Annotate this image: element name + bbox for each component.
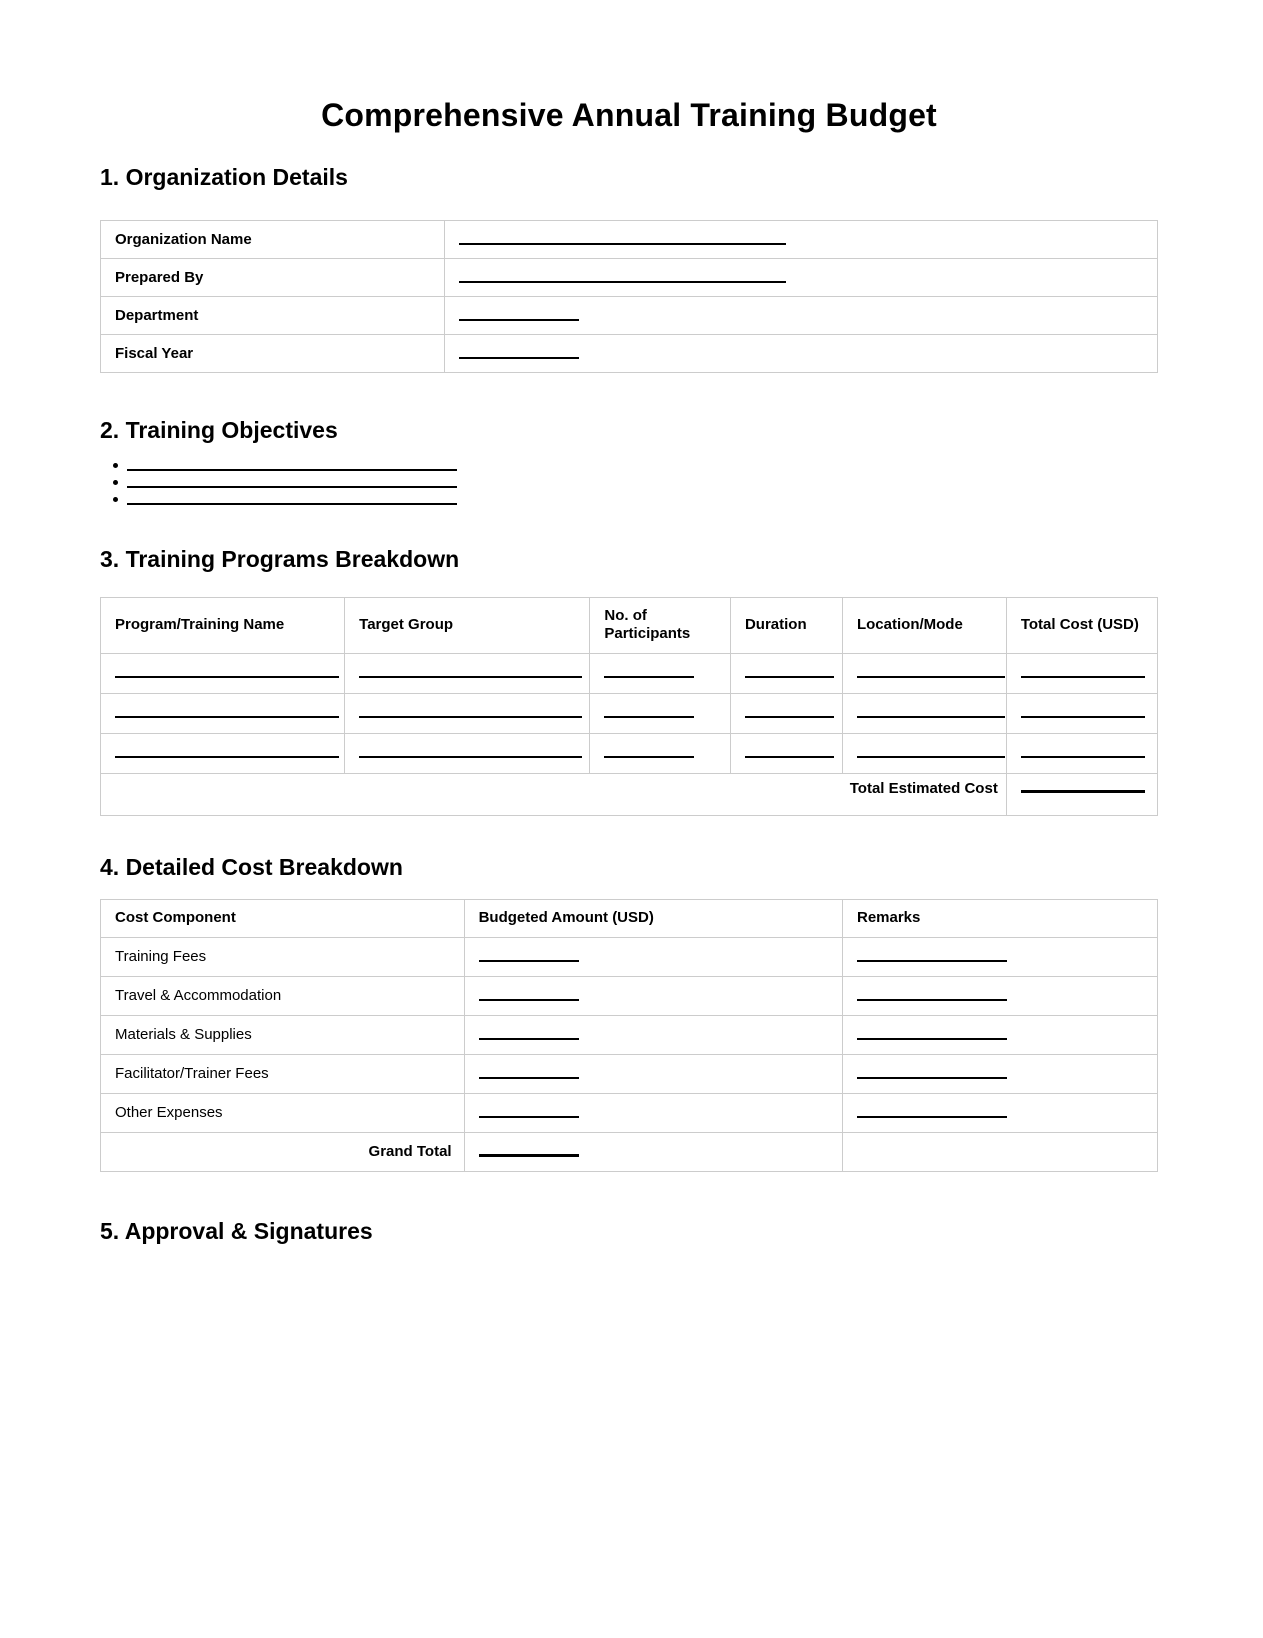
table-row (101, 1054, 1158, 1093)
participants-fill-line[interactable] (604, 716, 694, 718)
duration-fill-line[interactable] (745, 676, 834, 678)
table-row (101, 335, 1158, 373)
target-group-cell (345, 693, 590, 733)
grand-total-label: Grand Total (101, 1132, 465, 1171)
budgeted-amount-fill-line[interactable] (479, 1077, 579, 1079)
department-cell (444, 297, 1157, 335)
budgeted-amount-cell (464, 937, 842, 976)
fiscal-year-label: Fiscal Year (101, 335, 445, 373)
program-name-cell (101, 693, 345, 733)
remarks-fill-line[interactable] (857, 960, 1007, 962)
budgeted-amount-fill-line[interactable] (479, 1038, 579, 1040)
section-heading-approval-signatures: 5. Approval & Signatures (100, 1217, 373, 1244)
table-row (101, 937, 1158, 976)
cost-component-travel-accommodation: Travel & Accommodation (101, 976, 465, 1015)
column-header-remarks: Remarks (842, 899, 1157, 937)
duration-cell (730, 733, 842, 773)
remarks-fill-line[interactable] (857, 1077, 1007, 1079)
participants-cell (590, 693, 731, 733)
remarks-cell (842, 976, 1157, 1015)
section-heading-detailed-cost-breakdown: 4. Detailed Cost Breakdown (100, 853, 403, 880)
column-header-participants: No. of Participants (590, 597, 731, 653)
objective-fill-line[interactable] (127, 486, 457, 488)
total-estimated-cost-fill-line[interactable] (1021, 790, 1145, 793)
target-group-cell (345, 653, 590, 693)
column-header-budgeted-amount: Budgeted Amount (USD) (464, 899, 842, 937)
organization-name-cell (444, 221, 1157, 259)
list-item (100, 454, 1158, 471)
table-row (101, 297, 1158, 335)
section-heading-training-objectives: 2. Training Objectives (100, 417, 338, 444)
program-name-fill-line[interactable] (115, 716, 339, 718)
remarks-fill-line[interactable] (857, 1038, 1007, 1040)
objective-fill-line[interactable] (127, 469, 457, 471)
total-cost-cell (1006, 693, 1157, 733)
location-mode-cell (842, 693, 1006, 733)
table-row (101, 221, 1158, 259)
duration-fill-line[interactable] (745, 756, 834, 758)
participants-cell (590, 733, 731, 773)
training-programs-table (100, 597, 1158, 816)
total-cost-cell (1006, 733, 1157, 773)
fiscal-year-cell (444, 335, 1157, 373)
table-header-row (101, 597, 1158, 653)
list-item (100, 471, 1158, 488)
budgeted-amount-fill-line[interactable] (479, 960, 579, 962)
remarks-cell (842, 1093, 1157, 1132)
prepared-by-cell (444, 259, 1157, 297)
table-row (101, 259, 1158, 297)
document-title: Comprehensive Annual Training Budget (321, 97, 937, 133)
prepared-by-label: Prepared By (101, 259, 445, 297)
location-mode-fill-line[interactable] (857, 756, 1005, 758)
section-heading-training-programs-breakdown: 3. Training Programs Breakdown (100, 546, 460, 573)
participants-fill-line[interactable] (604, 676, 694, 678)
column-header-cost-component: Cost Component (101, 899, 465, 937)
target-group-fill-line[interactable] (359, 756, 582, 758)
location-mode-cell (842, 653, 1006, 693)
fiscal-year-fill-line[interactable] (459, 357, 579, 359)
target-group-cell (345, 733, 590, 773)
remarks-cell (842, 1054, 1157, 1093)
grand-total-cell (464, 1132, 842, 1171)
department-fill-line[interactable] (459, 319, 579, 321)
duration-cell (730, 693, 842, 733)
target-group-fill-line[interactable] (359, 676, 582, 678)
column-header-total-cost: Total Cost (USD) (1006, 597, 1157, 653)
column-header-location-mode: Location/Mode (842, 597, 1006, 653)
cost-component-training-fees: Training Fees (101, 937, 465, 976)
section-heading-organization-details: 1. Organization Details (100, 163, 348, 190)
bullet-icon (113, 480, 118, 485)
cost-component-other-expenses: Other Expenses (101, 1093, 465, 1132)
organization-name-label: Organization Name (101, 221, 445, 259)
column-header-program-name: Program/Training Name (101, 597, 345, 653)
target-group-fill-line[interactable] (359, 716, 582, 718)
table-row (101, 976, 1158, 1015)
list-item (100, 488, 1158, 505)
department-label: Department (101, 297, 445, 335)
cost-component-materials-supplies: Materials & Supplies (101, 1015, 465, 1054)
column-header-target-group: Target Group (345, 597, 590, 653)
table-row (101, 653, 1158, 693)
grand-total-fill-line[interactable] (479, 1154, 579, 1157)
budgeted-amount-fill-line[interactable] (479, 999, 579, 1001)
grand-total-remarks-cell (842, 1132, 1157, 1171)
budgeted-amount-cell (464, 1015, 842, 1054)
total-cost-fill-line[interactable] (1021, 716, 1145, 718)
program-name-cell (101, 653, 345, 693)
cost-breakdown-table (100, 899, 1158, 1172)
duration-cell (730, 653, 842, 693)
participants-cell (590, 653, 731, 693)
prepared-by-fill-line[interactable] (459, 281, 786, 283)
remarks-cell (842, 1015, 1157, 1054)
participants-fill-line[interactable] (604, 756, 694, 758)
table-row (101, 733, 1158, 773)
program-name-cell (101, 733, 345, 773)
total-cost-fill-line[interactable] (1021, 756, 1145, 758)
total-cost-cell (1006, 653, 1157, 693)
total-estimated-cost-row (101, 773, 1158, 815)
budgeted-amount-cell (464, 976, 842, 1015)
organization-details-table (100, 220, 1158, 373)
program-name-fill-line[interactable] (115, 676, 339, 678)
location-mode-fill-line[interactable] (857, 676, 1005, 678)
grand-total-row (101, 1132, 1158, 1171)
training-objectives-list (100, 454, 1158, 505)
location-mode-fill-line[interactable] (857, 716, 1005, 718)
total-estimated-cost-label: Total Estimated Cost (101, 773, 1007, 815)
budgeted-amount-fill-line[interactable] (479, 1116, 579, 1118)
budgeted-amount-cell (464, 1093, 842, 1132)
total-cost-fill-line[interactable] (1021, 676, 1145, 678)
remarks-fill-line[interactable] (857, 999, 1007, 1001)
duration-fill-line[interactable] (745, 716, 834, 718)
table-row (101, 693, 1158, 733)
cost-component-facilitator-trainer-fees: Facilitator/Trainer Fees (101, 1054, 465, 1093)
remarks-fill-line[interactable] (857, 1116, 1007, 1118)
program-name-fill-line[interactable] (115, 756, 339, 758)
bullet-icon (113, 497, 118, 502)
column-header-duration: Duration (730, 597, 842, 653)
objective-fill-line[interactable] (127, 503, 457, 505)
table-header-row (101, 899, 1158, 937)
location-mode-cell (842, 733, 1006, 773)
organization-name-fill-line[interactable] (459, 243, 786, 245)
bullet-icon (113, 463, 118, 468)
table-row (101, 1093, 1158, 1132)
remarks-cell (842, 937, 1157, 976)
total-estimated-cost-cell (1006, 773, 1157, 815)
budgeted-amount-cell (464, 1054, 842, 1093)
table-row (101, 1015, 1158, 1054)
